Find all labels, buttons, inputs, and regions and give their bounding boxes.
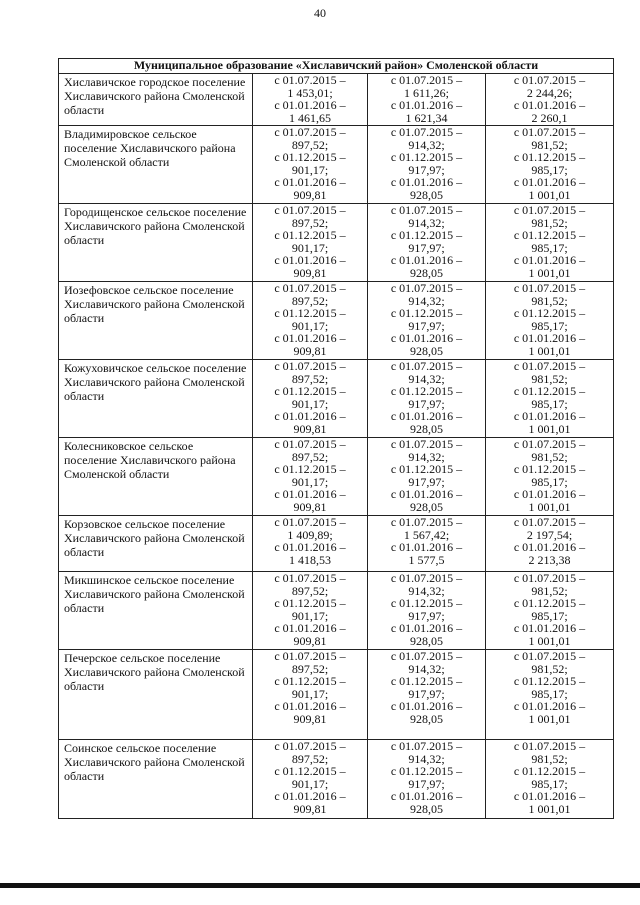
tariff-line: 1 001,01 xyxy=(528,633,571,648)
tariff-line: 928,05 xyxy=(410,499,443,514)
tariff-line: 1 001,01 xyxy=(528,711,571,726)
tariff-line: 1 567,42; xyxy=(403,527,450,542)
tariff-line: с 01.12.2015 – xyxy=(274,306,346,321)
tariff-cell xyxy=(253,282,368,360)
tariff-cell xyxy=(368,204,486,282)
tariff-line: 981,52; xyxy=(531,371,568,386)
tariff-cell xyxy=(368,282,486,360)
tariff-line: 914,32; xyxy=(408,293,445,308)
tariff-line: 909,81 xyxy=(293,633,327,648)
tariff-line: с 01.07.2015 – xyxy=(274,437,346,451)
tariff-line: с 01.07.2015 – xyxy=(390,73,463,87)
tariff-line: 1 001,01 xyxy=(528,421,571,436)
tariff-line: с 01.01.2016 – xyxy=(390,540,463,555)
settlement-name: Колесниковское сельское поселение Хиславичского района Смоленской области xyxy=(59,438,253,516)
tariff-line: 914,32; xyxy=(408,449,445,464)
tariff-line: с 01.12.2015 – xyxy=(390,674,463,689)
table-row xyxy=(59,204,614,282)
bottom-rule xyxy=(0,883,640,888)
tariff-line: 1 001,01 xyxy=(528,187,571,202)
tariff-line: 909,81 xyxy=(293,711,327,726)
tariff-cell xyxy=(368,516,486,572)
tariff-line: с 01.07.2015 – xyxy=(274,739,346,753)
tariff-line: 901,17; xyxy=(291,776,329,791)
tariff-line: с 01.12.2015 – xyxy=(513,764,586,779)
tariff-line: 981,52; xyxy=(531,293,568,308)
tariff-line: с 01.07.2015 – xyxy=(390,203,463,217)
tariff-line: 917,97; xyxy=(408,686,445,701)
tariff-line: 985,17; xyxy=(531,240,568,255)
tariff-line: 981,52; xyxy=(531,215,568,230)
tariff-line: с 01.01.2016 – xyxy=(513,699,586,714)
tariff-line: 1 001,01 xyxy=(528,801,571,816)
tariff-cell xyxy=(486,282,614,360)
tariff-line: с 01.01.2016 – xyxy=(274,621,346,636)
tariff-line: 914,32; xyxy=(408,371,445,386)
tariff-line: 928,05 xyxy=(410,187,443,202)
tariff-line: с 01.01.2016 – xyxy=(274,253,346,268)
tariff-line: с 01.07.2015 – xyxy=(274,73,346,87)
tariff-line: с 01.12.2015 – xyxy=(513,306,586,321)
tariff-line: 914,32; xyxy=(408,661,445,676)
tariff-cell xyxy=(368,572,486,650)
tariff-line: с 01.07.2015 – xyxy=(390,359,463,373)
tariff-line: с 01.12.2015 – xyxy=(390,228,463,243)
tariff-line: с 01.12.2015 – xyxy=(274,150,346,165)
tariff-line: 928,05 xyxy=(410,421,443,436)
table-row xyxy=(59,74,614,126)
table-body xyxy=(59,74,614,819)
tariff-line: с 01.01.2016 – xyxy=(390,621,463,636)
tariff-line: с 01.07.2015 – xyxy=(513,73,586,87)
tariff-line: 901,17; xyxy=(291,240,329,255)
tariff-line: 1 611,26; xyxy=(404,85,449,100)
tariff-cell xyxy=(253,516,368,572)
settlement-name: Кожуховичское сельское поселение Хиславичского района Смоленской области xyxy=(59,360,253,438)
tariff-cell xyxy=(368,126,486,204)
tariff-line: 1 001,01 xyxy=(528,343,571,358)
tariff-line: с 01.07.2015 – xyxy=(513,571,586,585)
tariff-line: 901,17; xyxy=(291,318,329,333)
tariff-line: с 01.07.2015 – xyxy=(274,649,346,663)
tariff-line: с 01.12.2015 – xyxy=(390,384,463,399)
tariff-cell xyxy=(486,650,614,740)
tariff-line: 917,97; xyxy=(408,396,445,411)
tariff-line: с 01.01.2016 – xyxy=(274,331,346,346)
tariff-line: с 01.07.2015 – xyxy=(513,649,586,663)
tariff-cell xyxy=(253,360,368,438)
tariff-line: 909,81 xyxy=(293,801,327,816)
tariff-line: 2 244,26; xyxy=(526,85,573,100)
tariff-line: с 01.12.2015 – xyxy=(274,228,346,243)
tariff-line: 2 260,1 xyxy=(531,110,568,125)
tariff-line: с 01.01.2016 – xyxy=(274,409,346,424)
tariff-line: 985,17; xyxy=(531,318,568,333)
tariff-cell xyxy=(253,74,368,126)
tariff-line: с 01.01.2016 – xyxy=(274,699,346,714)
table-row xyxy=(59,438,614,516)
tariff-line: с 01.01.2016 – xyxy=(513,487,586,502)
tariff-line: 1 621,34 xyxy=(405,110,448,125)
settlement-name: Городищенское сельское поселение Хиславичского района Смоленской области xyxy=(59,204,253,282)
tariff-line: с 01.12.2015 – xyxy=(513,228,586,243)
tariff-line: с 01.07.2015 – xyxy=(274,125,346,139)
table-row xyxy=(59,650,614,740)
tariff-line: 901,17; xyxy=(291,686,329,701)
table-row xyxy=(59,740,614,819)
tariff-line: 985,17; xyxy=(531,608,568,623)
tariff-line: с 01.01.2016 – xyxy=(390,331,463,346)
tariff-line: с 01.07.2015 – xyxy=(390,515,463,529)
tariff-line: с 01.12.2015 – xyxy=(513,674,586,689)
tariff-line: с 01.07.2015 – xyxy=(390,739,463,753)
tariff-line: с 01.01.2016 – xyxy=(513,409,586,424)
tariff-line: 1 001,01 xyxy=(528,499,571,514)
tariff-line: 901,17; xyxy=(291,396,329,411)
tariff-line: 985,17; xyxy=(531,686,568,701)
tariff-line: с 01.07.2015 – xyxy=(513,515,586,529)
tariff-line: 1 409,89; xyxy=(287,527,333,542)
tariff-line: 2 213,38 xyxy=(528,552,571,567)
tariff-line: с 01.01.2016 – xyxy=(513,540,586,555)
tariff-cell xyxy=(253,572,368,650)
tariff-line: 981,52; xyxy=(531,661,568,676)
tariff-cell xyxy=(253,126,368,204)
tariff-cell xyxy=(368,740,486,819)
tariff-line: 917,97; xyxy=(408,318,445,333)
tariff-line: с 01.07.2015 – xyxy=(274,571,346,585)
tariff-line: с 01.01.2016 – xyxy=(274,98,346,113)
tariff-line: 909,81 xyxy=(293,265,327,280)
tariff-line: 914,32; xyxy=(408,137,445,152)
tariff-line: 985,17; xyxy=(531,162,568,177)
tariff-line: с 01.07.2015 – xyxy=(513,739,586,753)
tariff-line: с 01.01.2016 – xyxy=(390,98,463,113)
tariff-line: 897,52; xyxy=(291,449,329,464)
tariff-line: с 01.12.2015 – xyxy=(390,462,463,477)
tariff-line: 909,81 xyxy=(293,187,327,202)
tariff-line: с 01.12.2015 – xyxy=(390,596,463,611)
tariff-line: с 01.07.2015 – xyxy=(513,359,586,373)
tariff-line: с 01.01.2016 – xyxy=(390,409,463,424)
tariff-line: 928,05 xyxy=(410,633,443,648)
tariff-line: с 01.12.2015 – xyxy=(274,596,346,611)
tariff-cell xyxy=(486,74,614,126)
table-row xyxy=(59,282,614,360)
tariff-line: 917,97; xyxy=(408,608,445,623)
tariff-line: с 01.01.2016 – xyxy=(390,487,463,502)
tariff-line: 909,81 xyxy=(293,499,327,514)
tariff-cell xyxy=(368,360,486,438)
tariff-line: с 01.07.2015 – xyxy=(274,515,346,529)
tariff-line: с 01.12.2015 – xyxy=(390,306,463,321)
tariff-line: с 01.01.2016 – xyxy=(390,789,463,804)
tariff-line: с 01.12.2015 – xyxy=(513,462,586,477)
tariff-line: с 01.01.2016 – xyxy=(274,175,346,190)
tariff-line: 897,52; xyxy=(291,583,329,598)
tariff-line: с 01.07.2015 – xyxy=(513,203,586,217)
tariff-line: с 01.12.2015 – xyxy=(513,596,586,611)
tariff-line: с 01.01.2016 – xyxy=(390,699,463,714)
tariff-line: с 01.07.2015 – xyxy=(513,281,586,295)
tariff-cell xyxy=(253,740,368,819)
tariff-line: с 01.01.2016 – xyxy=(513,175,586,190)
tariff-line: с 01.01.2016 – xyxy=(513,789,586,804)
settlement-name: Микшинское сельское поселение Хиславичского района Смоленской области xyxy=(59,572,253,650)
tariff-line: 897,52; xyxy=(291,215,329,230)
tariff-line: с 01.07.2015 – xyxy=(390,571,463,585)
tariff-cell xyxy=(486,516,614,572)
tariff-cell xyxy=(486,360,614,438)
tariff-line: с 01.12.2015 – xyxy=(513,150,586,165)
tariff-line: 914,32; xyxy=(408,583,445,598)
tariff-line: 917,97; xyxy=(408,162,445,177)
tariff-line: 897,52; xyxy=(291,751,329,766)
tariff-line: 1 577,5 xyxy=(408,552,445,567)
tariff-line: с 01.01.2016 – xyxy=(274,540,346,555)
tariff-line: с 01.01.2016 – xyxy=(390,253,463,268)
tariff-line: 901,17; xyxy=(291,474,329,489)
settlement-name: Владимировское сельское поселение Хиславичского района Смоленской области xyxy=(59,126,253,204)
tariff-line: с 01.01.2016 – xyxy=(513,621,586,636)
tariff-line: с 01.12.2015 – xyxy=(390,150,463,165)
tariff-cell xyxy=(486,204,614,282)
tariff-line: с 01.07.2015 – xyxy=(274,281,346,295)
tariff-line: 897,52; xyxy=(291,661,329,676)
tariff-cell xyxy=(368,438,486,516)
tariff-line: 2 197,54; xyxy=(526,527,573,542)
tariff-cell xyxy=(368,74,486,126)
tariff-line: 897,52; xyxy=(291,293,329,308)
tariff-line: с 01.01.2016 – xyxy=(513,98,586,113)
tariff-line: 1 461,65 xyxy=(289,110,331,125)
table-header: Муниципальное образование «Хиславичский район» Смоленской области xyxy=(59,59,614,74)
tariff-line: 897,52; xyxy=(291,371,329,386)
tariff-line: с 01.07.2015 – xyxy=(390,649,463,663)
tariff-line: с 01.01.2016 – xyxy=(274,487,346,502)
tariff-line: 1 453,01; xyxy=(287,85,333,100)
tariff-line: с 01.07.2015 – xyxy=(390,437,463,451)
tariff-line: 985,17; xyxy=(531,474,568,489)
settlement-name: Соинское сельское поселение Хиславичского района Смоленской области xyxy=(59,740,253,819)
tariff-line: 928,05 xyxy=(410,711,443,726)
tariff-cell xyxy=(253,650,368,740)
table-header-row xyxy=(59,59,614,74)
tariff-line: 914,32; xyxy=(408,751,445,766)
tariff-line: с 01.01.2016 – xyxy=(274,789,346,804)
tariff-line: с 01.12.2015 – xyxy=(390,764,463,779)
page-number: 40 xyxy=(314,6,326,20)
settlement-name: Хиславичское городское поселение Хиславичского района Смоленской области xyxy=(59,74,253,126)
tariff-line: 901,17; xyxy=(291,608,329,623)
table-row xyxy=(59,572,614,650)
tariff-line: с 01.12.2015 – xyxy=(274,674,346,689)
table-row xyxy=(59,126,614,204)
tariff-line: 981,52; xyxy=(531,751,568,766)
tariff-line: 909,81 xyxy=(293,343,327,358)
tariff-line: 897,52; xyxy=(291,137,329,152)
tariff-line: с 01.07.2015 – xyxy=(274,203,346,217)
tariff-line: 928,05 xyxy=(410,343,443,358)
tariff-line: с 01.07.2015 – xyxy=(390,281,463,295)
table-row xyxy=(59,360,614,438)
table-row xyxy=(59,516,614,572)
tariff-table xyxy=(58,58,614,819)
tariff-line: 985,17; xyxy=(531,776,568,791)
tariff-cell xyxy=(486,740,614,819)
tariff-line: с 01.07.2015 – xyxy=(390,125,463,139)
tariff-cell xyxy=(253,438,368,516)
tariff-line: с 01.12.2015 – xyxy=(274,764,346,779)
tariff-line: с 01.01.2016 – xyxy=(390,175,463,190)
tariff-line: 1 001,01 xyxy=(528,265,571,280)
tariff-line: 928,05 xyxy=(410,265,443,280)
tariff-line: с 01.12.2015 – xyxy=(274,462,346,477)
tariff-line: с 01.07.2015 – xyxy=(513,125,586,139)
tariff-line: 928,05 xyxy=(410,801,443,816)
settlement-name: Иозефовское сельское поселение Хиславичского района Смоленской области xyxy=(59,282,253,360)
tariff-line: 981,52; xyxy=(531,449,568,464)
tariff-cell xyxy=(486,572,614,650)
tariff-cell xyxy=(253,204,368,282)
settlement-name: Корзовское сельское поселение Хиславичского района Смоленской области xyxy=(59,516,253,572)
tariff-line: с 01.01.2016 – xyxy=(513,331,586,346)
tariff-cell xyxy=(486,126,614,204)
tariff-line: с 01.12.2015 – xyxy=(513,384,586,399)
tariff-line: с 01.12.2015 – xyxy=(274,384,346,399)
tariff-line: 901,17; xyxy=(291,162,329,177)
tariff-line: 917,97; xyxy=(408,240,445,255)
tariff-line: 914,32; xyxy=(408,215,445,230)
tariff-line: 985,17; xyxy=(531,396,568,411)
tariff-cell xyxy=(368,650,486,740)
settlement-name: Печерское сельское поселение Хиславичского района Смоленской области xyxy=(59,650,253,740)
tariff-line: с 01.07.2015 – xyxy=(274,359,346,373)
tariff-line: 1 418,53 xyxy=(289,552,331,567)
tariff-line: 909,81 xyxy=(293,421,327,436)
tariff-line: 917,97; xyxy=(408,776,445,791)
tariff-line: с 01.01.2016 – xyxy=(513,253,586,268)
tariff-line: 917,97; xyxy=(408,474,445,489)
tariff-line: 981,52; xyxy=(531,583,568,598)
tariff-line: с 01.07.2015 – xyxy=(513,437,586,451)
tariff-line: 981,52; xyxy=(531,137,568,152)
tariff-cell xyxy=(486,438,614,516)
